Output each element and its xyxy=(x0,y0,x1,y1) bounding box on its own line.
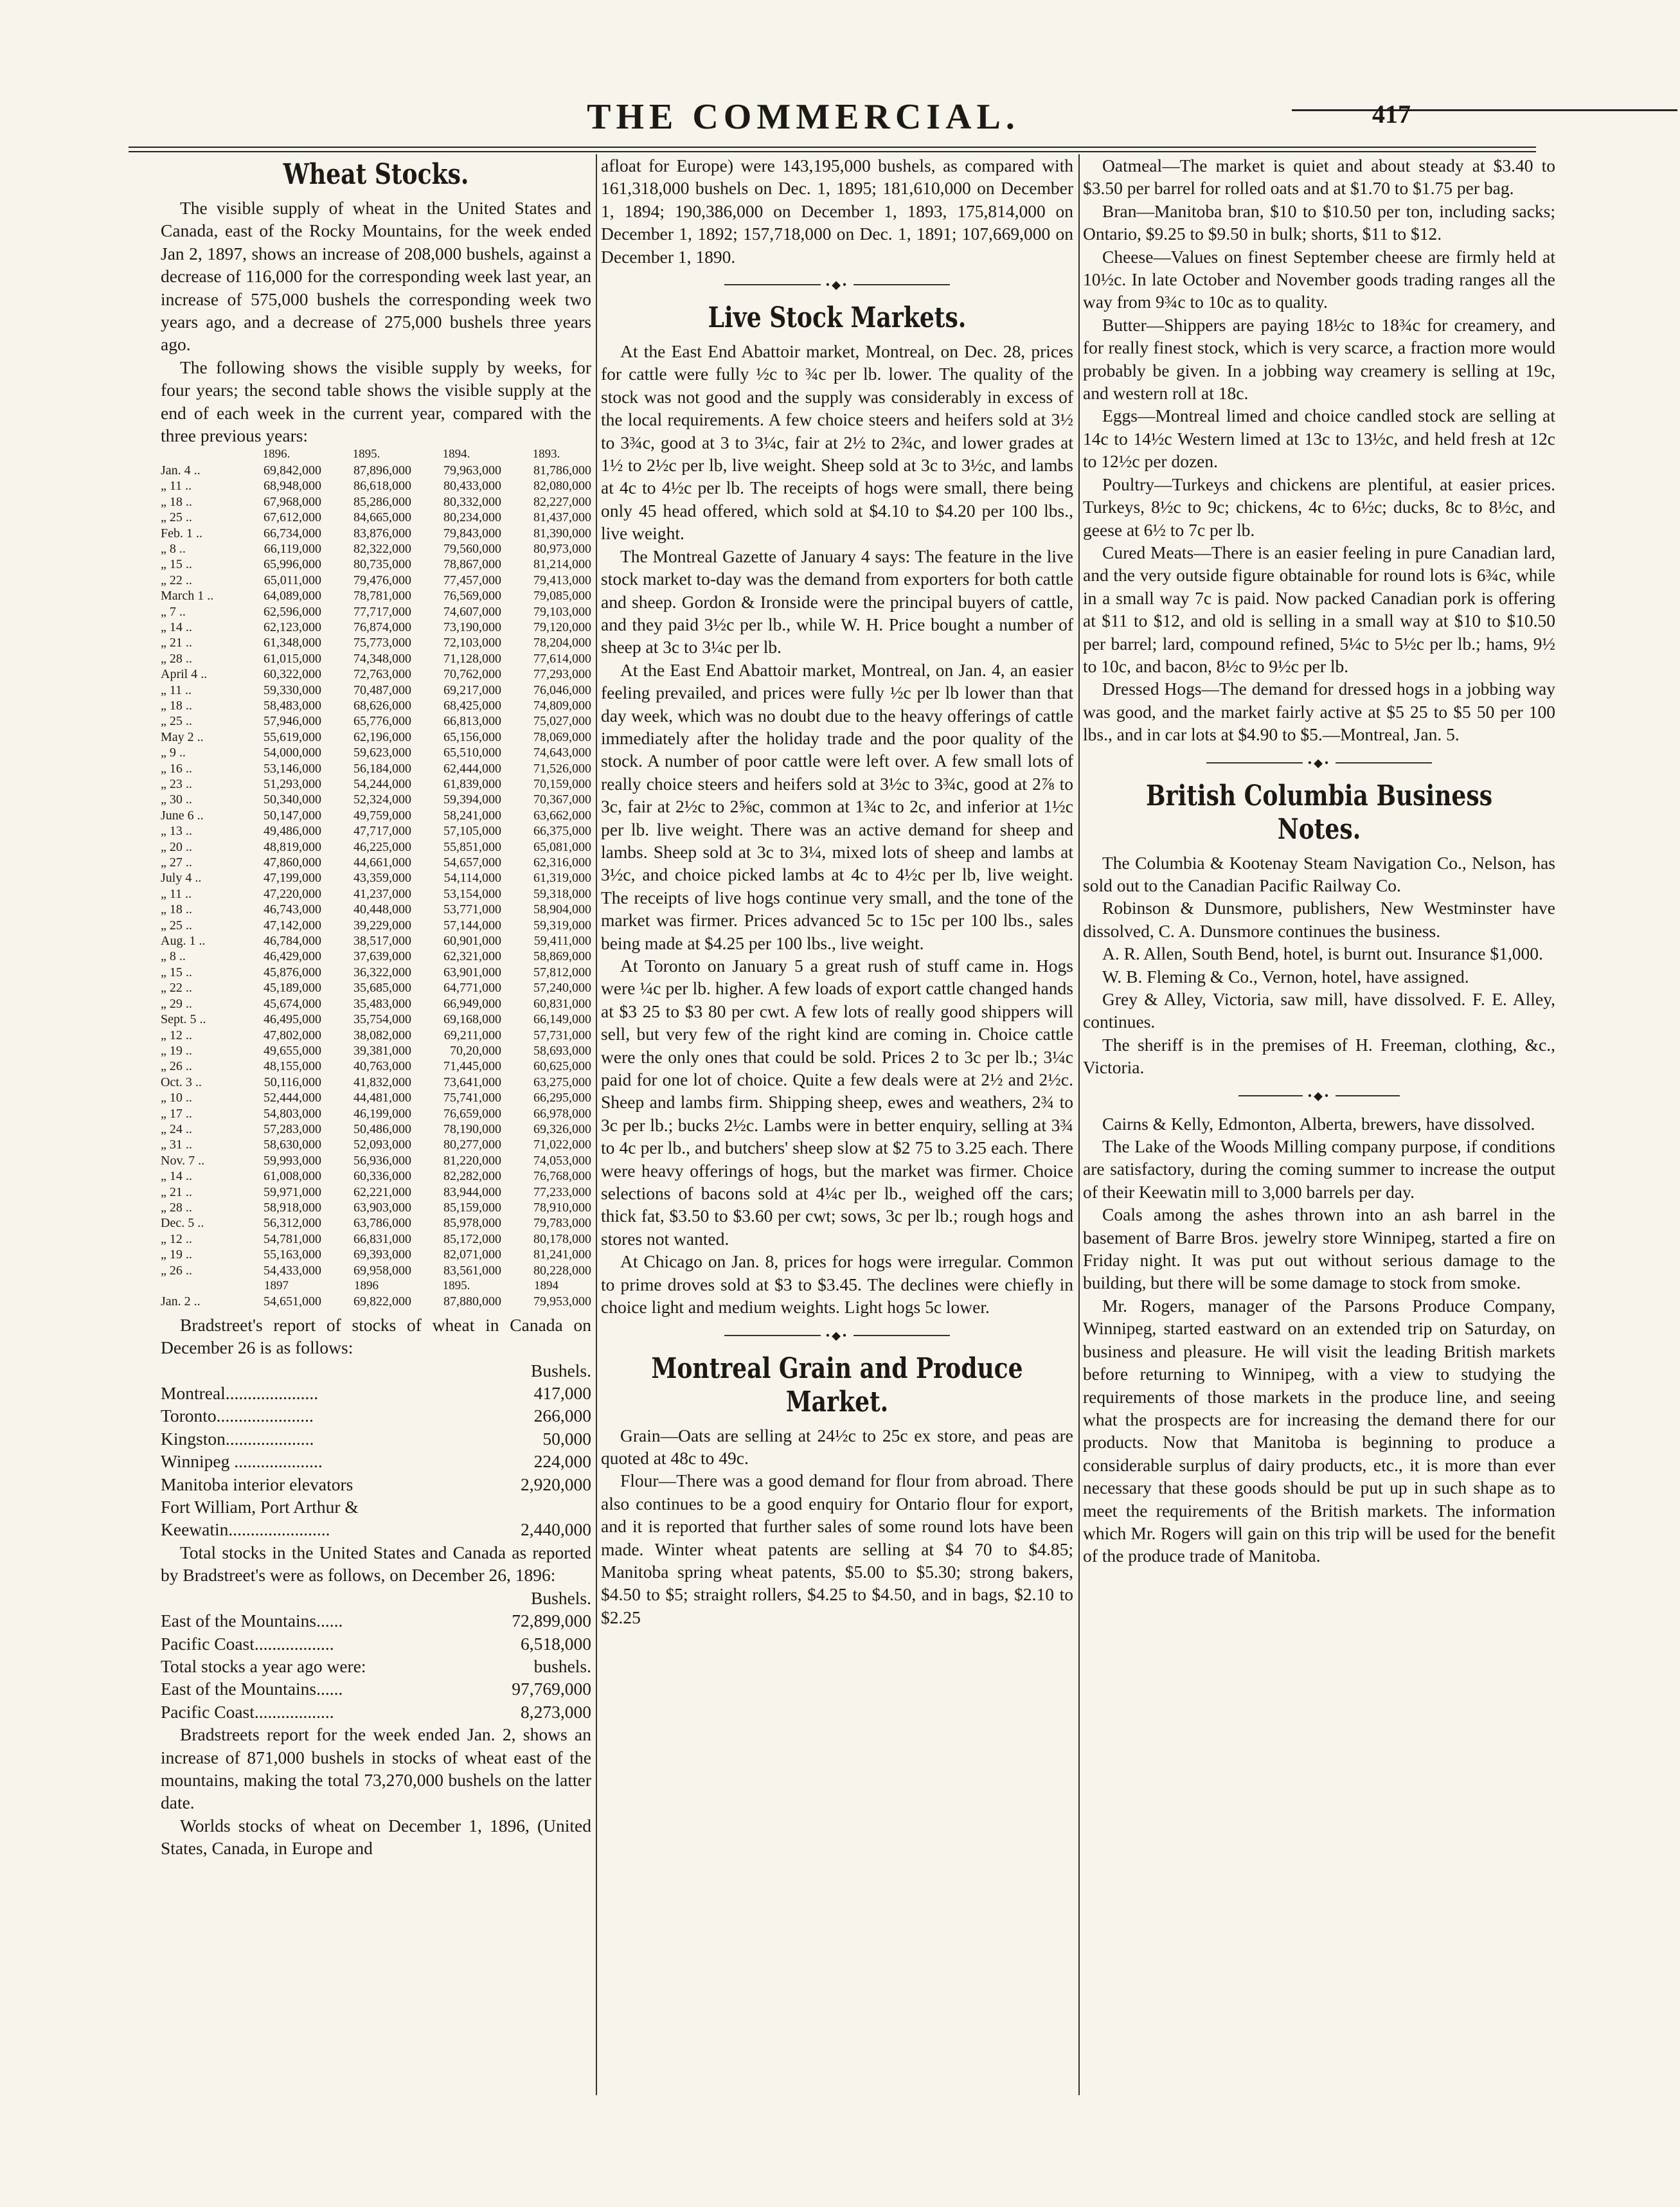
ornament-divider: •◆• xyxy=(601,276,1073,294)
table-row: „ 28 .. 58,918,000 63,903,000 85,159,000 78,910,000 xyxy=(161,1200,591,1215)
article-paragraph: The Montreal Gazette of January 4 says: The feature in the live stock market to-day was the demand from exporters for both cattle and sheep. Gordon & Ironside were the principal buyers of cattle, and they paid 3½c per lb., while W. H. Price bought a number of sheep at 3c to 3¼c per lb. xyxy=(601,546,1073,657)
masthead-rule xyxy=(129,147,1536,152)
year-header: 1894. xyxy=(442,447,470,461)
news-note: Grey & Alley, Victoria, saw mill, have dissolved. F. E. Alley, continues. xyxy=(1083,989,1555,1032)
grain-produce-heading: Montreal Grain and Produce Market. xyxy=(651,1352,1023,1418)
article-paragraph: At Chicago on Jan. 8, prices for hogs were irregular. Common to prime droves sold at $3 to $3.45. The declines were chiefly in choice light and medium weights. Light hogs 5c lower. xyxy=(601,1251,1073,1318)
article-paragraph: Flour—There was a good demand for flour from abroad. There also continues to be a good enquiry for Ontario flour for export, and it is reported that further sales of some round lots have been made. Winter wheat patents are selling at $4 70 to $4.85; Manitoba spring wheat patents, $5.00 to $5.30; strong bakers, $4.50 to $5; straight rollers, $4.25 to $4.50, and in bags, $2.10 to $2.25 xyxy=(601,1470,1073,1627)
article-paragraph: Cheese—Values on finest September cheese are firmly held at 10½c. In late October and November goods trading ranges all the way from 9¾c to 10c as to quality. xyxy=(1083,246,1555,312)
table-row: „ 18 .. 58,483,000 68,626,000 68,425,000 74,809,000 xyxy=(161,698,591,713)
table-row: „ 23 .. 51,293,000 54,244,000 61,839,000 70,159,000 xyxy=(161,777,591,791)
table-row: Feb. 1 .. 66,734,000 83,876,000 79,843,000 81,390,000 xyxy=(161,526,591,541)
table-row: „ 14 .. 61,008,000 60,336,000 82,282,000 76,768,000 xyxy=(161,1169,591,1184)
table-row: „ 25 .. 57,946,000 65,776,000 66,813,000 75,027,000 xyxy=(161,714,591,729)
year-header: 1896. xyxy=(262,447,290,461)
top-rule xyxy=(1292,109,1677,111)
table-row: „ 15 .. 65,996,000 80,735,000 78,867,000 81,214,000 xyxy=(161,557,591,572)
total-stocks-intro: Total stocks in the United States and Canada as reported by Bradstreet's were as follows, on December 26, 1896: xyxy=(161,1542,591,1586)
article-paragraph: Eggs—Montreal limed and choice candled stock are selling at 14c to 14½c Western limed at 13c to 13½c, and held fresh at 12c to 12½c per dozen. xyxy=(1083,406,1555,472)
ornament-divider: •◆• xyxy=(1083,754,1555,772)
table-row: „ 19 .. 49,655,000 39,381,000 70,20,000 58,693,000 xyxy=(161,1043,591,1058)
page-number: 417 xyxy=(1372,100,1411,129)
news-note: Mr. Rogers, manager of the Parsons Produce Company, Winnipeg, started eastward on an extended trip on Saturday, on business and pleasure. He will visit the leading British markets before returning to Winnipeg, with a view to studying the requirements of those markets in the produce line, and seeing what the prospects are for increasing the demand there for our products. Now that Manitoba is beginning to produce a considerable surplus of dairy products, etc., it is more than ever necessary that these goods should be put up in such shape as to meet the requirements of the British markets. The information which Mr. Rogers will gain on this trip will be used for the benefit of the produce trade of Manitoba. xyxy=(1083,1295,1555,1566)
article-paragraph: At the East End Abattoir market, Montreal, on Jan. 4, an easier feeling prevailed, and prices were fully ½c per lb lower than that day week, which was no doubt due to the heavy offerings of cattle immediately after the holiday trade and the poor quality of the stock. A number of poor cattle were left over. A few small lots of really choice steers and heifers sold at 3½c to 3¾c, good at 2⅞ to 3c, fair at 2½c to 2⅝c, common at 1¾c to 2c, and inferior at 1½c per lb. live weight. There was an active demand for sheep and lambs. Sheep sold at 3c to 3¼, mixed lots of sheep and lambs at 3½c, and choice picked lambs at 4c to 4½c per lb, live weight. The receipts of live hogs continue very small, and the tone of the market was firmer. Prices advanced 5c to 15c per 100 lbs., sales being made at $4.25 per 100 lbs., live weight. xyxy=(601,659,1073,953)
article-paragraph: Butter—Shippers are paying 18½c to 18¾c for creamery, and for really finest stock, which is very scarce, a fraction more would probably be given. In a jobbing way creamery is selling at 19c, and western roll at 18c. xyxy=(1083,314,1555,404)
table-row: July 4 .. 47,199,000 43,359,000 54,114,000 61,319,000 xyxy=(161,871,591,886)
visible-supply-table xyxy=(161,447,591,1309)
article-paragraph: Dressed Hogs—The demand for dressed hogs in a jobbing way was good, and the market fairly active at $5 25 to $5 50 per 100 lbs., and in car lots at $4.90 to $5.—Montreal, Jan. 5. xyxy=(1083,679,1555,745)
total-stocks-table xyxy=(161,1587,591,1723)
bc-business-heading: British Columbia Business Notes. xyxy=(1145,779,1493,846)
wheat-intro: The visible supply of wheat in the United States and Canada, east of the Rocky Mountains, for the week ended Jan 2, 1897, shows an increase of 208,000 bushels, against a decrease of 116,000 for the corresponding week last year, an increase of 575,000 bushels the corresponding week two years ago, and a decrease of 275,000 bushels three years ago. xyxy=(161,198,591,355)
table-row: „ 21 .. 61,348,000 75,773,000 72,103,000 78,204,000 xyxy=(161,636,591,650)
news-note: The Columbia & Kootenay Steam Navigation Co., Nelson, has sold out to the Canadian Pacific Railway Co. xyxy=(1083,852,1555,895)
table-row: Total stocks a year ago were: bushels. xyxy=(161,1656,591,1676)
table-row: „ 30 .. 50,340,000 52,324,000 59,394,000 70,367,000 xyxy=(161,792,591,807)
table-row: „ 10 .. 52,444,000 44,481,000 75,741,000 66,295,000 xyxy=(161,1091,591,1105)
afloat-paragraph: afloat for Europe) were 143,195,000 bushels, as compared with 161,318,000 bushels on Dec. 1, 1895; 181,610,000 on December 1, 1894; 190,386,000 on December 1, 1893, 175,814,000 on December 1, 1892; 157,718,000 on Dec. 1, 1891; 107,669,000 on December 1, 1890. xyxy=(601,156,1073,267)
table-row: Toronto...................... 266,000 xyxy=(161,1406,591,1426)
article-paragraph: Poultry—Turkeys and chickens are plentiful, at easier prices. Turkeys, 8½c to 9c; chickens, 4c to 6½c; ducks, 8c to 8½c, and geese at 6½ to 7c per lb. xyxy=(1083,474,1555,540)
table-row: Winnipeg .................... 224,000 xyxy=(161,1451,591,1472)
table-row: „ 13 .. 49,486,000 47,717,000 57,105,000 66,375,000 xyxy=(161,824,591,839)
table-row: Manitoba interior elevators 2,920,000 xyxy=(161,1474,591,1494)
table-row: „ 22 .. 65,011,000 79,476,000 77,457,000 79,413,000 xyxy=(161,573,591,587)
table-row: Jan. 2 .. 54,651,000 69,822,000 87,880,000 79,953,000 xyxy=(161,1294,591,1309)
article-paragraph: At the East End Abattoir market, Montreal, on Dec. 28, prices for cattle were fully ½c to ¾c per lb. lower. The quality of the stock was not good and the supply was considerably in excess of the local requirements. A few choice steers and heifers sold at 3½ to 3¾c, good at 3 to 3¼c, fair at 2½ to 2¾c, and lower grades at 1½ to 2½c per lb, live weight. Sheep sold at 3c to 3½c, and lambs at 4c to 4½c per lb. The receipts of hogs were small, there being only 45 head offered, which sold at $4.10 to $4.20 per 100 lbs., live weight. xyxy=(601,341,1073,544)
table-row: June 6 .. 50,147,000 49,759,000 58,241,000 63,662,000 xyxy=(161,808,591,823)
column-rule-1 xyxy=(596,154,597,2095)
news-note: W. B. Fleming & Co., Vernon, hotel, have assigned. xyxy=(1102,966,1469,987)
table-row: „ 26 .. 54,433,000 69,958,000 83,561,000 80,228,000 xyxy=(161,1263,591,1278)
table-row: „ 8 .. 46,429,000 37,639,000 62,321,000 58,869,000 xyxy=(161,949,591,964)
table-row: Aug. 1 .. 46,784,000 38,517,000 60,901,000 59,411,000 xyxy=(161,934,591,949)
year-header: 1893. xyxy=(532,447,560,461)
table-row: „ 15 .. 45,876,000 36,322,000 63,901,000 57,812,000 xyxy=(161,965,591,979)
live-stock-heading: Live Stock Markets. xyxy=(708,301,967,335)
table-row: „ 14 .. 62,123,000 76,874,000 73,190,000 79,120,000 xyxy=(161,620,591,634)
table-row: Nov. 7 .. 59,993,000 56,936,000 81,220,000 74,053,000 xyxy=(161,1153,591,1168)
bushels-header: Bushels. xyxy=(531,1587,591,1608)
table-row: „ 24 .. 57,283,000 50,486,000 78,190,000 69,326,000 xyxy=(161,1121,591,1136)
table-row: Sept. 5 .. 46,495,000 35,754,000 69,168,000 66,149,000 xyxy=(161,1012,591,1027)
table-row: „ 29 .. 45,674,000 35,483,000 66,949,000 60,831,000 xyxy=(161,996,591,1011)
ornament-divider: •◆• xyxy=(601,1327,1073,1345)
table-row: „ 18 .. 67,968,000 85,286,000 80,332,000 82,227,000 xyxy=(161,494,591,509)
table-row: Dec. 5 .. 56,312,000 63,786,000 85,978,000 79,783,000 xyxy=(161,1216,591,1231)
table-row: „ 12 .. 54,781,000 66,831,000 85,172,000 80,178,000 xyxy=(161,1231,591,1246)
table-row: „ 16 .. 53,146,000 56,184,000 62,444,000 71,526,000 xyxy=(161,761,591,776)
table-row: May 2 .. 55,619,000 62,196,000 65,156,000 78,069,000 xyxy=(161,729,591,744)
column-3 xyxy=(1083,154,1555,1568)
column-2 xyxy=(601,154,1073,1629)
news-note: The sheriff is in the premises of H. Freeman, clothing, &c., Victoria. xyxy=(1083,1034,1555,1078)
article-paragraph: Cured Meats—There is an easier feeling in pure Canadian lard, and the very outside figure obtainable for round lots is 6¾c, while in a small way 7c is paid. Now packed Canadian pork is offering at $11 to $12, and old is selling in a small way at $10 to $10.50 per barrel; lard, compound refined, 5¼c to 5½c per lb.; hams, 9½ to 10c, and bacon, 8½c to 9½c per lb. xyxy=(1083,542,1555,676)
table-row: „ 27 .. 47,860,000 44,661,000 54,657,000 62,316,000 xyxy=(161,855,591,870)
table-row: „ 25 .. 67,612,000 84,665,000 80,234,000 81,437,000 xyxy=(161,510,591,525)
year-header: 1897 xyxy=(264,1279,289,1292)
table-row: „ 11 .. 68,948,000 86,618,000 80,433,000 82,080,000 xyxy=(161,479,591,494)
table-row: „ 18 .. 46,743,000 40,448,000 53,771,000 58,904,000 xyxy=(161,902,591,917)
table-row: Fort William, Port Arthur & xyxy=(161,1497,359,1517)
table-row: Jan. 4 .. 69,842,000 87,896,000 79,963,000 81,786,000 xyxy=(161,463,591,478)
article-paragraph: Grain—Oats are selling at 24½c to 25c ex store, and peas are quoted at 48c to 49c. xyxy=(601,1425,1073,1468)
table-row: Oct. 3 .. 50,116,000 41,832,000 73,641,000 63,275,000 xyxy=(161,1075,591,1089)
table-row: „ 28 .. 61,015,000 74,348,000 71,128,000 77,614,000 xyxy=(161,651,591,666)
table-row: Montreal..................... 417,000 xyxy=(161,1383,591,1404)
table-row: „ 20 .. 48,819,000 46,225,000 55,851,000 65,081,000 xyxy=(161,839,591,854)
table-row: „ 17 .. 54,803,000 46,199,000 76,659,000 66,978,000 xyxy=(161,1106,591,1121)
table-row: „ 22 .. 45,189,000 35,685,000 64,771,000 57,240,000 xyxy=(161,981,591,996)
news-note: Cairns & Kelly, Edmonton, Alberta, brewers, have dissolved. xyxy=(1102,1113,1535,1134)
table-row: „ 11 .. 59,330,000 70,487,000 69,217,000 76,046,000 xyxy=(161,683,591,697)
news-note: Robinson & Dunsmore, publishers, New Westminster have dissolved, C. A. Dunsmore continues the business. xyxy=(1083,898,1555,941)
year-header: 1894 xyxy=(534,1279,559,1292)
article-paragraph: At Toronto on January 5 a great rush of stuff came in. Hogs were ¼c per lb. higher. A few loads of export cattle changed hands at $3 25 to $3 80 per cwt. A few lots of really good shippers will sell, but very few of the right kind are coming in. Choice cattle were the only ones that could be sold. Prices 2 to 3c per lb.; 3¼c paid for one lot of choice. Quite a few deals were at 2½ and 2½c. Sheep and lambs firm. Shipping sheep, ewes and weathers, 2¾ to 3c per lb.; bucks 2½c. Lambs were in better enquiry, selling at 3¾ to 4c per lb., and butchers' sheep slow at $2 75 to 3.25 each. There were heavy offerings of hogs, but the market was firmer. Choice selections of bacons sold at 4¼c per lb., weighed off the cars; thick fat, $3.50 to $3.60 per cwt; sows, 3c per lb.; rough hogs and stores not wanted. xyxy=(601,956,1073,1249)
bradstreet-intro: Bradstreet's report of stocks of wheat in Canada on December 26 is as follows: xyxy=(161,1314,591,1358)
table-row: East of the Mountains...... 97,769,000 xyxy=(161,1679,591,1699)
table-row: Pacific Coast.................. 6,518,000 xyxy=(161,1633,591,1654)
year-header: 1896 xyxy=(354,1279,379,1292)
article-paragraph: Bran—Manitoba bran, $10 to $10.50 per ton, including sacks; Ontario, $9.25 to $9.50 in bulk; shorts, $11 to $12. xyxy=(1083,201,1555,244)
bradstreet-week: Bradstreets report for the week ended Jan. 2, shows an increase of 871,000 bushels in stocks of wheat east of the mountains, making the total 73,270,000 bushels on the latter date. xyxy=(161,1724,591,1813)
table-row: March 1 .. 64,089,000 78,781,000 76,569,000 79,085,000 xyxy=(161,589,591,603)
table-row: „ 26 .. 48,155,000 40,763,000 71,445,000 60,625,000 xyxy=(161,1059,591,1074)
worlds-stocks: Worlds stocks of wheat on December 1, 1896, (United States, Canada, in Europe and xyxy=(161,1815,591,1859)
table-row: „ 31 .. 58,630,000 52,093,000 80,277,000 71,022,000 xyxy=(161,1138,591,1152)
table-row: „ 9 .. 54,000,000 59,623,000 65,510,000 74,643,000 xyxy=(161,746,591,760)
table-row: „ 12 .. 47,802,000 38,082,000 69,211,000 57,731,000 xyxy=(161,1028,591,1042)
bushels-header: Bushels. xyxy=(531,1360,591,1380)
table-row: „ 7 .. 62,596,000 77,717,000 74,607,000 79,103,000 xyxy=(161,604,591,619)
ornament-divider: •◆• xyxy=(1083,1087,1555,1105)
table-row: „ 8 .. 66,119,000 82,322,000 79,560,000 80,973,000 xyxy=(161,541,591,556)
news-note: The Lake of the Woods Milling company purpose, if conditions are satisfactory, during the coming summer to increase the output of their Keewatin mill to 3,000 barrels per day. xyxy=(1083,1136,1555,1202)
canada-stocks-table xyxy=(161,1359,591,1541)
masthead xyxy=(129,96,1411,141)
year-header: 1895. xyxy=(352,447,380,461)
table-row: „ 25 .. 47,142,000 39,229,000 57,144,000 59,319,000 xyxy=(161,918,591,933)
wheat-intro-2: The following shows the visible supply by weeks, for four years; the second table shows the visible supply at the end of each week in the current year, compared with the three previous years: xyxy=(161,357,591,446)
table-row: „ 21 .. 59,971,000 62,221,000 83,944,000 77,233,000 xyxy=(161,1184,591,1199)
table-row: Pacific Coast.................. 8,273,000 xyxy=(161,1701,591,1722)
table-row: April 4 .. 60,322,000 72,763,000 70,762,000 77,293,000 xyxy=(161,667,591,682)
table-row: „ 11 .. 47,220,000 41,237,000 53,154,000 59,318,000 xyxy=(161,886,591,901)
column-rule-2 xyxy=(1078,154,1080,2095)
wheat-stocks-heading: Wheat Stocks. xyxy=(283,158,469,191)
table-row: „ 19 .. 55,163,000 69,393,000 82,071,000 81,241,000 xyxy=(161,1247,591,1262)
year-header: 1895. xyxy=(442,1279,470,1292)
table-row: Kingston.................... 50,000 xyxy=(161,1428,591,1449)
newspaper-title: THE COMMERCIAL. xyxy=(587,97,1020,137)
article-paragraph: Oatmeal—The market is quiet and about steady at $3.40 to $3.50 per barrel for rolled oats and at $1.70 to $1.75 per bag. xyxy=(1083,156,1555,199)
column-1 xyxy=(161,154,591,1860)
news-note: Coals among the ashes thrown into an ash barrel in the basement of Barre Bros. jewelry store Winnipeg, started a fire on Friday night. It was put out without serious damage to the building, but there will be some damage to stock from smoke. xyxy=(1083,1204,1555,1293)
table-row: East of the Mountains...... 72,899,000 xyxy=(161,1611,591,1631)
news-note: A. R. Allen, South Bend, hotel, is burnt out. Insurance $1,000. xyxy=(1102,943,1543,964)
table-row: Keewatin....................... 2,440,000 xyxy=(161,1519,591,1540)
